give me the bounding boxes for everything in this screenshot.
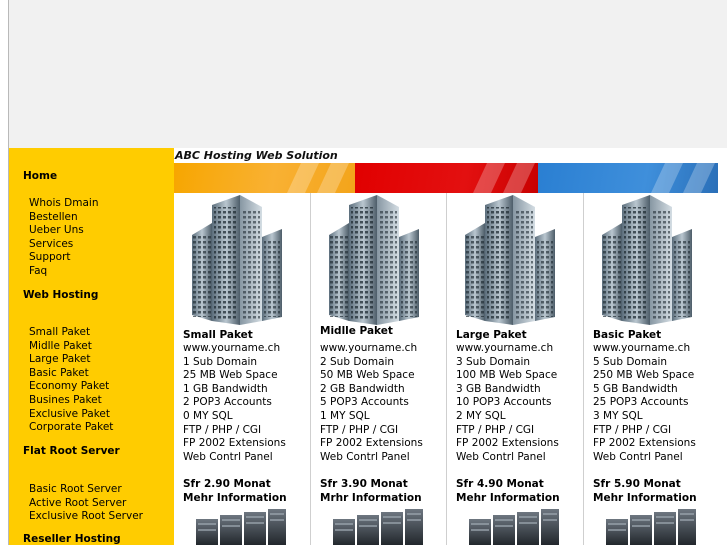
product-price: Sfr 5.90 Monat: [593, 478, 681, 490]
sidebar-item-midlle-paket[interactable]: Midlle Paket: [29, 339, 92, 352]
sidebar-list-flat-root: [29, 483, 143, 524]
product-column: [446, 193, 583, 545]
product-feature: 100 MB Web Space: [456, 369, 558, 382]
product-feature: Web Contrl Panel: [320, 450, 410, 463]
product-price: Sfr 2.90 Monat: [183, 478, 271, 490]
sidebar-item-busines-paket[interactable]: Busines Paket: [29, 393, 102, 406]
server-rack-icon: [602, 509, 698, 545]
sidebar-title-reseller[interactable]: Reseller Hosting: [23, 533, 121, 545]
sidebar-item-faq[interactable]: Faq: [29, 264, 48, 277]
sidebar-title-home[interactable]: Home: [23, 170, 58, 182]
product-feature: 2 MY SQL: [456, 409, 506, 422]
header-banner: [9, 0, 727, 148]
more-info-link[interactable]: Mehr Information: [456, 492, 560, 504]
sidebar-item-basic-root[interactable]: Basic Root Server: [29, 483, 122, 495]
server-tower-icon: [319, 195, 429, 325]
server-tower-image: [455, 195, 565, 325]
product-column: [174, 193, 310, 545]
product-feature: Web Contrl Panel: [183, 450, 273, 463]
sidebar-list-web-hosting: [29, 326, 113, 435]
server-rack-image: [465, 509, 561, 545]
product-feature: 2 Sub Domain: [320, 355, 395, 368]
server-tower-image: [592, 195, 702, 325]
sidebar-item-services[interactable]: Services: [29, 237, 74, 250]
sidebar-list-home: [29, 197, 99, 279]
sidebar-item-support[interactable]: Support: [29, 251, 71, 264]
product-feature: 25 MB Web Space: [183, 369, 278, 382]
sidebar: [9, 148, 174, 545]
product-price: Sfr 4.90 Monat: [456, 478, 544, 490]
server-rack-image: [192, 509, 288, 545]
product-feature: 3 Sub Domain: [456, 355, 531, 368]
product-feature: FP 2002 Extensions: [593, 437, 696, 450]
product-feature: 25 POP3 Accounts: [593, 396, 689, 409]
sidebar-item-exclusive-paket[interactable]: Exclusive Paket: [29, 407, 110, 420]
product-feature: FP 2002 Extensions: [320, 437, 423, 450]
sidebar-item-small-paket[interactable]: Small Paket: [29, 326, 91, 338]
right-edge: [718, 148, 727, 193]
site-title-bar: [174, 148, 718, 163]
product-feature: FTP / PHP / CGI: [320, 423, 399, 436]
product-feature: 50 MB Web Space: [320, 369, 415, 382]
sidebar-item-whois[interactable]: Whois Dmain: [29, 197, 99, 209]
sidebar-title-flat-root[interactable]: Flat Root Server: [23, 445, 120, 457]
product-feature: 3 MY SQL: [593, 409, 643, 422]
server-rack-icon: [192, 509, 288, 545]
more-info-link[interactable]: Mrhr Information: [320, 492, 422, 504]
product-feature: 5 GB Bandwidth: [593, 382, 678, 395]
banner-orange: [174, 163, 355, 193]
product-feature: 1 MY SQL: [320, 409, 370, 422]
sidebar-item-economy-paket[interactable]: Economy Paket: [29, 380, 110, 393]
product-features: [320, 342, 423, 464]
product-price: Sfr 3.90 Monat: [320, 478, 408, 490]
product-feature: FTP / PHP / CGI: [183, 423, 262, 436]
product-feature: www.yourname.ch: [183, 342, 281, 354]
more-info-link[interactable]: Mehr Information: [593, 492, 697, 504]
product-feature: 5 POP3 Accounts: [320, 396, 409, 409]
server-tower-icon: [455, 195, 565, 325]
banner-red: [355, 163, 538, 193]
color-banner: [174, 163, 718, 193]
product-feature: 5 Sub Domain: [593, 355, 668, 368]
server-rack-icon: [329, 509, 425, 545]
product-feature: 2 POP3 Accounts: [183, 396, 272, 409]
product-features: [456, 342, 559, 464]
product-name[interactable]: Midlle Paket: [320, 325, 393, 337]
site-title: ABC Hosting Web Solution: [175, 149, 338, 162]
product-feature: FTP / PHP / CGI: [593, 423, 672, 436]
server-rack-image: [602, 509, 698, 545]
product-feature: 0 MY SQL: [183, 409, 233, 422]
sidebar-item-corporate-paket[interactable]: Corporate Paket: [29, 421, 114, 434]
product-feature: Web Contrl Panel: [456, 450, 546, 463]
sidebar-item-large-paket[interactable]: Large Paket: [29, 353, 91, 366]
product-feature: 1 GB Bandwidth: [183, 382, 268, 395]
product-feature: 3 GB Bandwidth: [456, 382, 541, 395]
product-feature: www.yourname.ch: [320, 342, 418, 354]
banner-blue: [538, 163, 718, 193]
server-tower-icon: [592, 195, 702, 325]
more-info-link[interactable]: Mehr Information: [183, 492, 287, 504]
server-rack-image: [329, 509, 425, 545]
product-features: [593, 342, 696, 464]
product-feature: www.yourname.ch: [456, 342, 554, 354]
product-feature: www.yourname.ch: [593, 342, 691, 354]
sidebar-item-exclusive-root[interactable]: Exclusive Root Server: [29, 510, 143, 523]
sidebar-item-bestellen[interactable]: Bestellen: [29, 210, 78, 223]
sidebar-title-web-hosting[interactable]: Web Hosting: [23, 289, 99, 301]
server-rack-icon: [465, 509, 561, 545]
server-tower-image: [319, 195, 429, 325]
product-feature: 10 POP3 Accounts: [456, 396, 552, 409]
product-feature: 2 GB Bandwidth: [320, 382, 405, 395]
server-tower-icon: [182, 195, 292, 325]
product-feature: Web Contrl Panel: [593, 450, 683, 463]
product-column: [310, 193, 447, 545]
sidebar-item-ueber-uns[interactable]: Ueber Uns: [29, 224, 84, 237]
product-feature: 250 MB Web Space: [593, 369, 695, 382]
product-column: [583, 193, 720, 545]
server-tower-image: [182, 195, 292, 325]
product-grid: [174, 193, 727, 545]
product-feature: 1 Sub Domain: [183, 355, 258, 368]
sidebar-item-active-root[interactable]: Active Root Server: [29, 496, 127, 509]
product-name[interactable]: Small Paket: [183, 329, 253, 341]
product-feature: FP 2002 Extensions: [183, 437, 286, 450]
sidebar-item-basic-paket[interactable]: Basic Paket: [29, 366, 89, 379]
product-features: [183, 342, 286, 464]
product-name[interactable]: Large Paket: [456, 329, 527, 341]
product-name[interactable]: Basic Paket: [593, 329, 662, 341]
product-feature: FTP / PHP / CGI: [456, 423, 535, 436]
product-feature: FP 2002 Extensions: [456, 437, 559, 450]
